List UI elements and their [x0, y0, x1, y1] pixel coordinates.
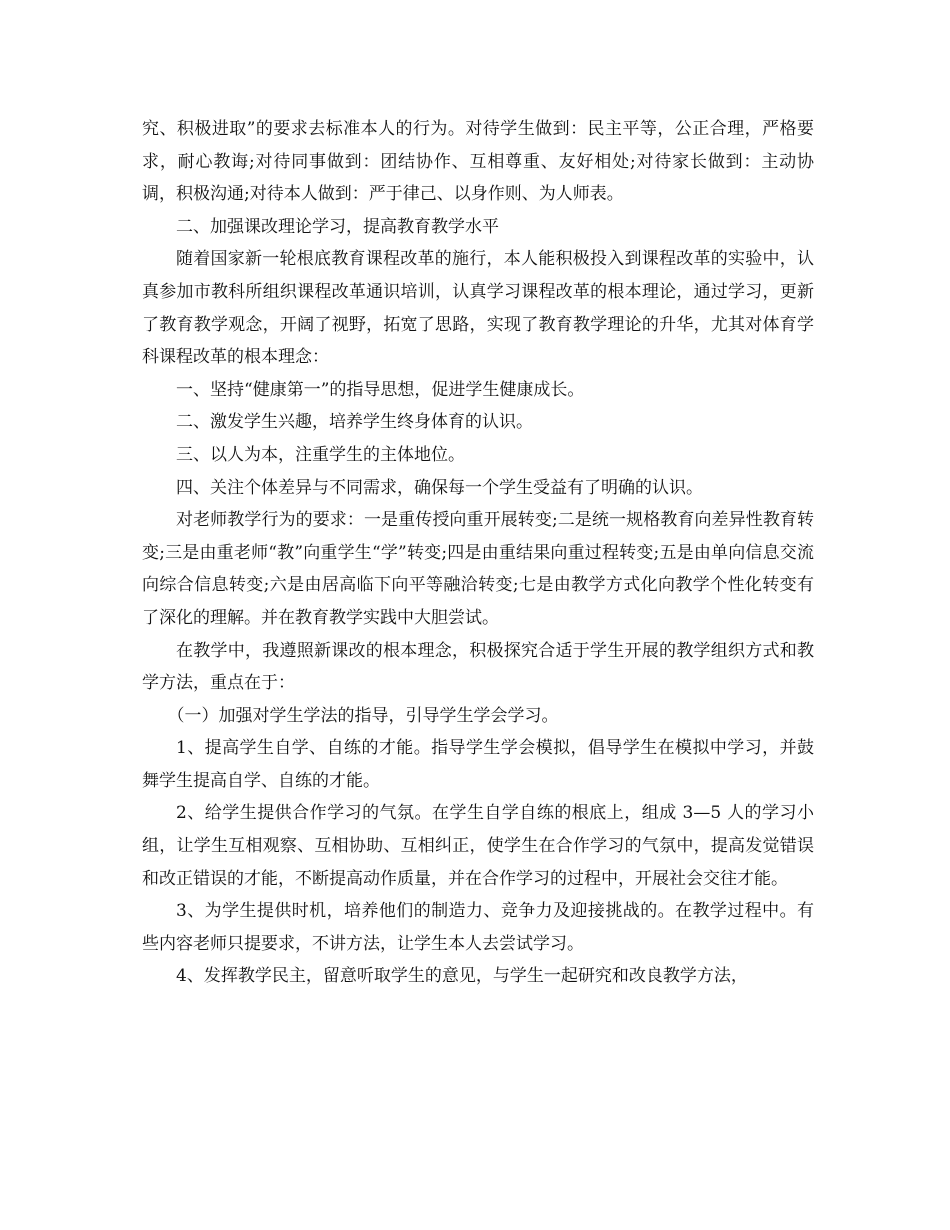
- paragraph: 在教学中，我遵照新课改的根本理念，积极探究合适于学生开展的教学组织方式和教学方法，重点在于：: [142, 640, 814, 694]
- numbered-paragraph: 2、给学生提供合作学习的气氛。在学生自学自练的根底上，组成 3—5 人的学习小组，让学生互相观察、互相协助、互相纠正，使学生在合作学习的气氛中，提高发觉错误和改正错误的才能，不断提高动作质量，并在合作学习的过程中，开展社会交往才能。: [142, 803, 814, 889]
- paragraph: 对老师教学行为的要求：一是重传授向重开展转变;二是统一规格教育向差异性教育转变;三是由重老师“教”向重学生“学”转变;四是由重结果向重过程转变;五是由单向信息交流向综合信息转变;六是由居高临下向平等融洽转变;七是由教学方式化向教学个性化转变有了深化的理解。并在教育教学实践中大胆尝试。: [142, 510, 814, 628]
- section-heading: 二、加强课改理论学习，提高教育教学水平: [176, 216, 499, 237]
- numbered-paragraph: 4、发挥教学民主，留意听取学生的意见，与学生一起研究和改良教学方法，: [176, 966, 748, 987]
- numbered-paragraph: 1、提高学生自学、自练的才能。指导学生学会模拟，倡导学生在模拟中学习，并鼓舞学生提高自学、自练的才能。: [142, 738, 814, 791]
- list-item: 二、激发学生兴趣，培养学生终身体育的认识。: [176, 412, 533, 433]
- paragraph-continuation: 究、积极进取”的要求去标准本人的行为。对待学生做到：民主平等，公正合理，严格要求，耐心教诲;对待同事做到：团结协作、互相尊重、友好相处;对待家长做到：主动协调，积极沟通;对待本人做到：严于律己、以身作则、为人师表。: [142, 119, 814, 205]
- document-body: [142, 113, 814, 993]
- paragraph: 随着国家新一轮根底教育课程改革的施行，本人能积极投入到课程改革的实验中，认真参加市教科所组织课程改革通识培训，认真学习课程改革的根本理论，通过学习，更新了教育教学观念，开阔了视野，拓宽了思路，实现了教育教学理论的升华，尤其对体育学科课程改革的根本理念：: [142, 249, 814, 368]
- subsection-heading: （一）加强对学生学法的指导，引导学生学会学习。: [167, 705, 559, 726]
- list-item: 三、以人为本，注重学生的主体地位。: [176, 444, 465, 465]
- numbered-paragraph: 3、为学生提供时机，培养他们的制造力、竞争力及迎接挑战的。在教学过程中。有些内容老师只提要求，不讲方法，让学生本人去尝试学习。: [142, 901, 814, 954]
- list-item: 一、坚持“健康第一”的指导思想，促进学生健康成长。: [176, 379, 585, 400]
- list-item: 四、关注个体差异与不同需求，确保每一个学生受益有了明确的认识。: [176, 477, 703, 498]
